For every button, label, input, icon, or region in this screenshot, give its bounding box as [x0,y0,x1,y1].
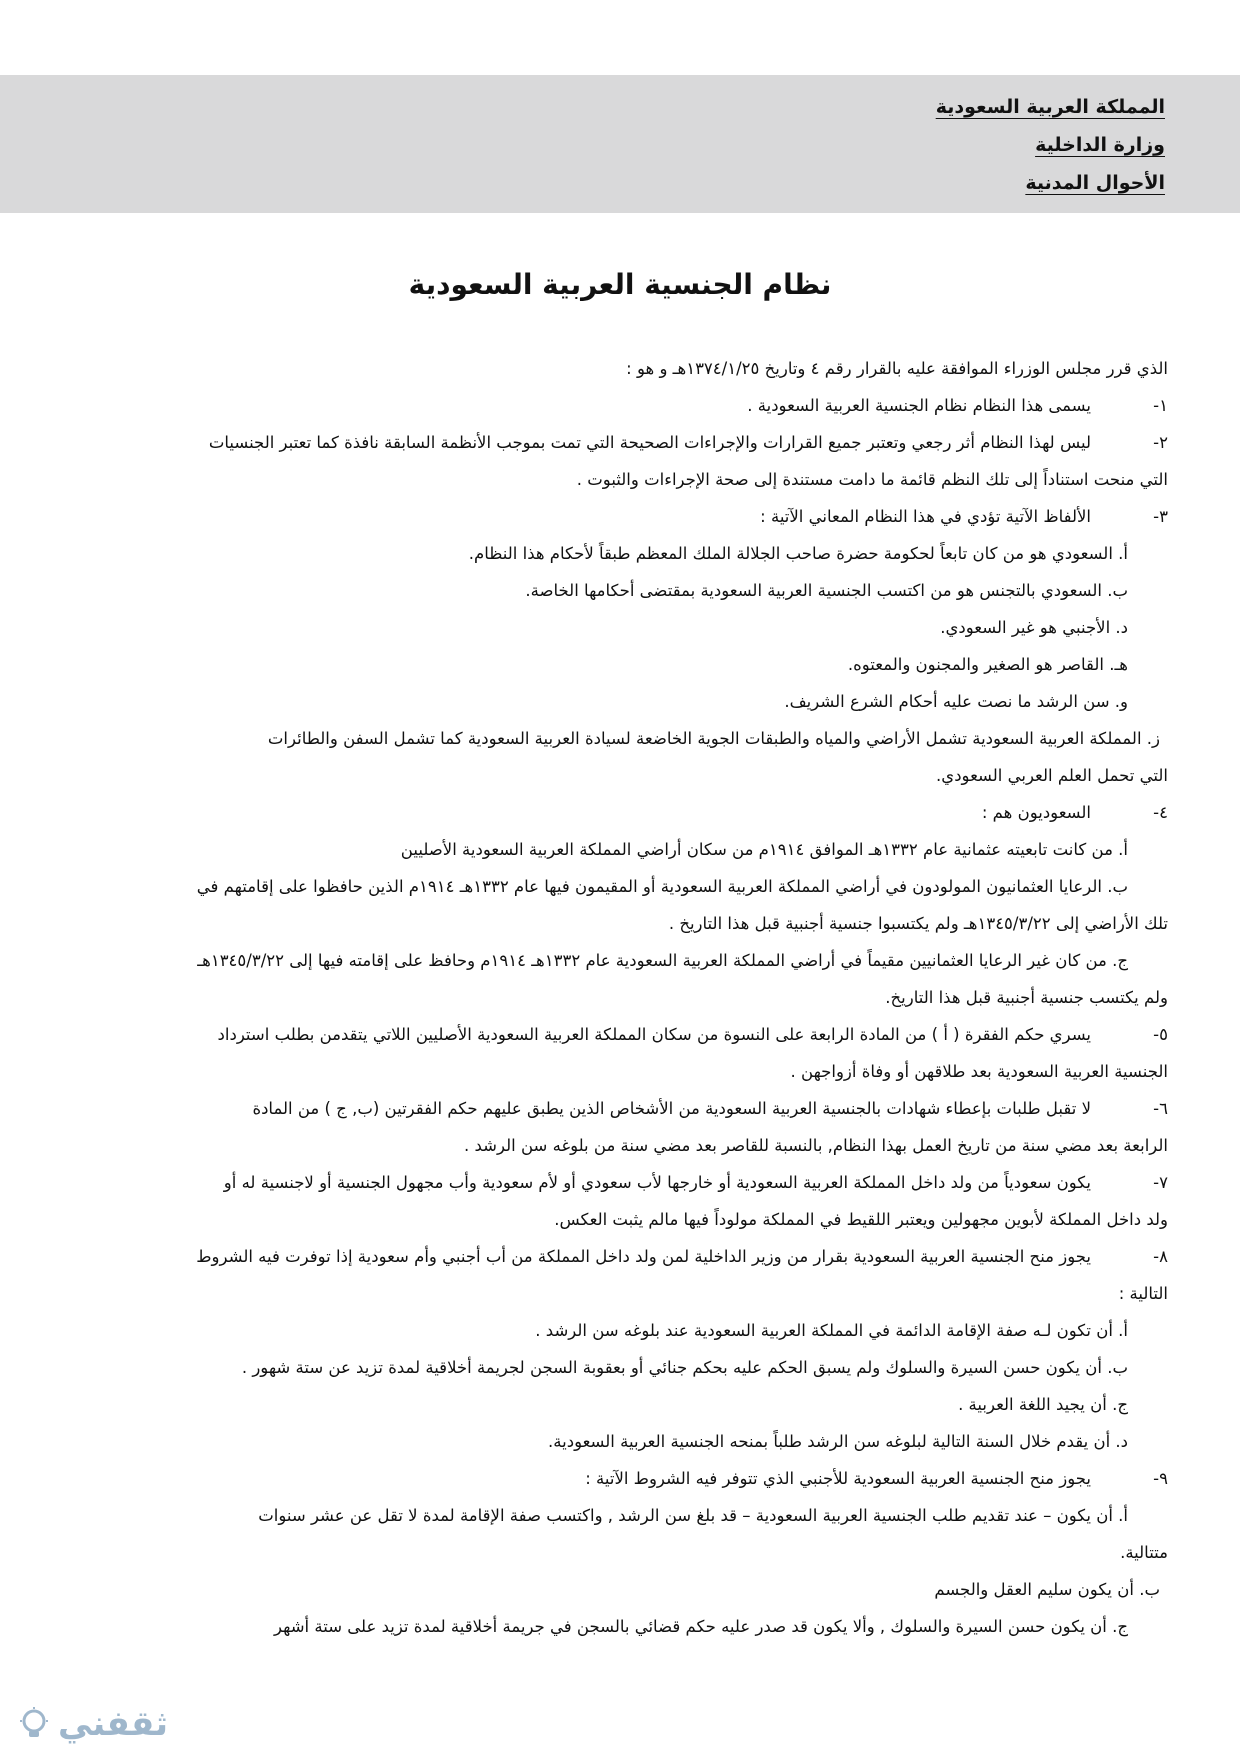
watermark-text: ثقفني [58,1704,168,1744]
article-number: ٩- [1153,1469,1168,1488]
clause-line: ج. أن يكون حسن السيرة والسلوك , وألا يكون قد صدر عليه حكم قضائي بالسجن في جريمة أخلاقية لمدة تزيد على ستة أشهر [274,1617,1128,1636]
letterhead [936,88,1165,202]
article-line [72,1460,1168,1497]
continuation-line: التالية : [1118,1284,1168,1303]
continuation-line: ولم يكتسب جنسية أجنبية قبل هذا التاريخ. [885,988,1168,1007]
clause-line: ز. المملكة العربية السعودية تشمل الأراضي والمياه والطبقات الجوية الخاضعة لسيادة العربية السعودية كما تشمل السفن والطائرات [267,729,1160,748]
clause-line: ب. أن يكون سليم العقل والجسم [934,1580,1160,1599]
article-line [72,1164,1168,1201]
continuation-line: متتالية. [1120,1543,1168,1562]
article-line [72,498,1168,535]
article-line [72,424,1168,461]
article-line [72,387,1168,424]
article-text: لا تقبل طلبات بإعطاء شهادات بالجنسية العربية السعودية من الأشخاص الذين يطبق عليهم حكم الفقرتين (ب, ج ) من المادة [252,1099,1091,1118]
article-number: ٦- [1153,1099,1168,1118]
clause-line: ج. من كان غير الرعايا العثمانيين مقيماً في أراضي المملكة العربية السعودية عام ١٣٣٢هـ ١٩١٤م وحافظ على إقامته فيها إلى ١٣٤٥/٣/٢٢هـ [197,951,1128,970]
clause-line: د. أن يقدم خلال السنة التالية لبلوغه سن الرشد طلباً بمنحه الجنسية العربية السعودية. [548,1432,1128,1451]
article-line [72,794,1168,831]
clause-line: د. الأجنبي هو غير السعودي. [940,618,1128,637]
article-number: ٤- [1153,803,1168,822]
article-text: السعوديون هم : [981,803,1091,822]
clause-line: ج. أن يجيد اللغة العربية . [958,1395,1128,1414]
continuation-line: التي تحمل العلم العربي السعودي. [936,766,1168,785]
article-text: الألفاظ الآتية تؤدي في هذا النظام المعاني الآتية : [760,507,1091,526]
continuation-line: الرابعة بعد مضي سنة من تاريخ العمل بهذا النظام, بالنسبة للقاصر بعد مضي سنة من بلوغه سن الرشد . [464,1136,1168,1155]
clause-line: هـ. القاصر هو الصغير والمجنون والمعتوه. [847,655,1128,674]
article-number: ٨- [1153,1247,1168,1266]
article-text: ليس لهذا النظام أثر رجعي وتعتبر جميع القرارات والإجراءات الصحيحة التي تمت بموجب الأنظمة السابقة نافذة كما تعتبر الجنسيات [208,433,1091,452]
article-text: يسمى هذا النظام نظام الجنسية العربية السعودية . [747,396,1091,415]
document-title: نظام الجنسية العربية السعودية [408,268,832,301]
article-number: ٥- [1153,1025,1168,1044]
article-number: ١- [1153,396,1168,415]
clause-line: أ. أن يكون – عند تقديم طلب الجنسية العربية السعودية – قد بلغ سن الرشد , واكتسب صفة الإقامة لمدة لا تقل عن عشر سنوات [258,1506,1128,1525]
continuation-line: الجنسية العربية السعودية بعد طلاقهن أو وفاة أزواجهن . [790,1062,1168,1081]
document-body [72,350,1168,1645]
clause-line: ب. الرعايا العثمانيون المولودون في أراضي المملكة العربية السعودية أو المقيمون فيها عام ١٣٣٢هـ ١٩١٤م الذين حافظوا على إقامتهم في [196,877,1128,896]
article-line [72,1090,1168,1127]
clause-line: أ. السعودي هو من كان تابعاً لحكومة حضرة صاحب الجلالة الملك المعظم طبقاً لأحكام هذا النظام. [468,544,1128,563]
letterhead-line: وزارة الداخلية [1035,134,1165,156]
article-text: يكون سعودياً من ولد داخل المملكة العربية السعودية أو خارجها لأب سعودي أو لأم سعودية وأب مجهول الجنسية أو لاجنسية له أو [223,1173,1091,1192]
clause-line: و. سن الرشد ما نصت عليه أحكام الشرع الشريف. [784,692,1128,711]
clause-line: ب. السعودي بالتجنس هو من اكتسب الجنسية العربية السعودية بمقتضى أحكامها الخاصة. [525,581,1128,600]
continuation-line: تلك الأراضي إلى ١٣٤٥/٣/٢٢هـ ولم يكتسبوا جنسية أجنبية قبل هذا التاريخ . [668,914,1168,933]
continuation-line: التي منحت استناداً إلى تلك النظم قائمة ما دامت مستندة إلى صحة الإجراءات والثبوت . [576,470,1168,489]
clause-line: أ. أن تكون لـه صفة الإقامة الدائمة في المملكة العربية السعودية عند بلوغه سن الرشد . [535,1321,1128,1340]
clause-line: ب. أن يكون حسن السيرة والسلوك ولم يسبق الحكم عليه بحكم جنائي أو بعقوبة السجن لجريمة أخلاقية لمدة تزيد عن ستة شهور . [241,1358,1128,1377]
letterhead-line: المملكة العربية السعودية [935,96,1165,118]
intro-line: الذي قرر مجلس الوزراء الموافقة عليه بالقرار رقم ٤ وتاريخ ١٣٧٤/١/٢٥هـ و هو : [626,359,1168,378]
clause-line: أ. من كانت تابعيته عثمانية عام ١٣٣٢هـ الموافق ١٩١٤م من سكان أراضي المملكة العربية السعودية الأصليين [400,840,1128,859]
article-text: يجوز منح الجنسية العربية السعودية للأجنبي الذي تتوفر فيه الشروط الآتية : [585,1469,1091,1488]
article-number: ٧- [1153,1173,1168,1192]
bulb-icon [16,1706,52,1742]
continuation-line: ولد داخل المملكة لأبوين مجهولين ويعتبر اللقيط في المملكة مولوداً فيها مالم يثبت العكس. [554,1210,1168,1229]
article-number: ٢- [1153,433,1168,452]
article-line [72,1016,1168,1053]
article-text: يجوز منح الجنسية العربية السعودية بقرار من وزير الداخلية لمن ولد داخل المملكة من أب أجنبي وأم سعودية إذا توفرت فيه الشروط [196,1247,1091,1266]
letterhead-line: الأحوال المدنية [1025,172,1165,194]
site-watermark [16,1704,168,1744]
article-text: يسري حكم الفقرة ( أ ) من المادة الرابعة على النسوة من سكان المملكة العربية السعودية الأصليين اللاتي يتقدمن بطلب استرداد [217,1025,1091,1044]
article-number: ٣- [1153,507,1168,526]
article-line [72,1238,1168,1275]
